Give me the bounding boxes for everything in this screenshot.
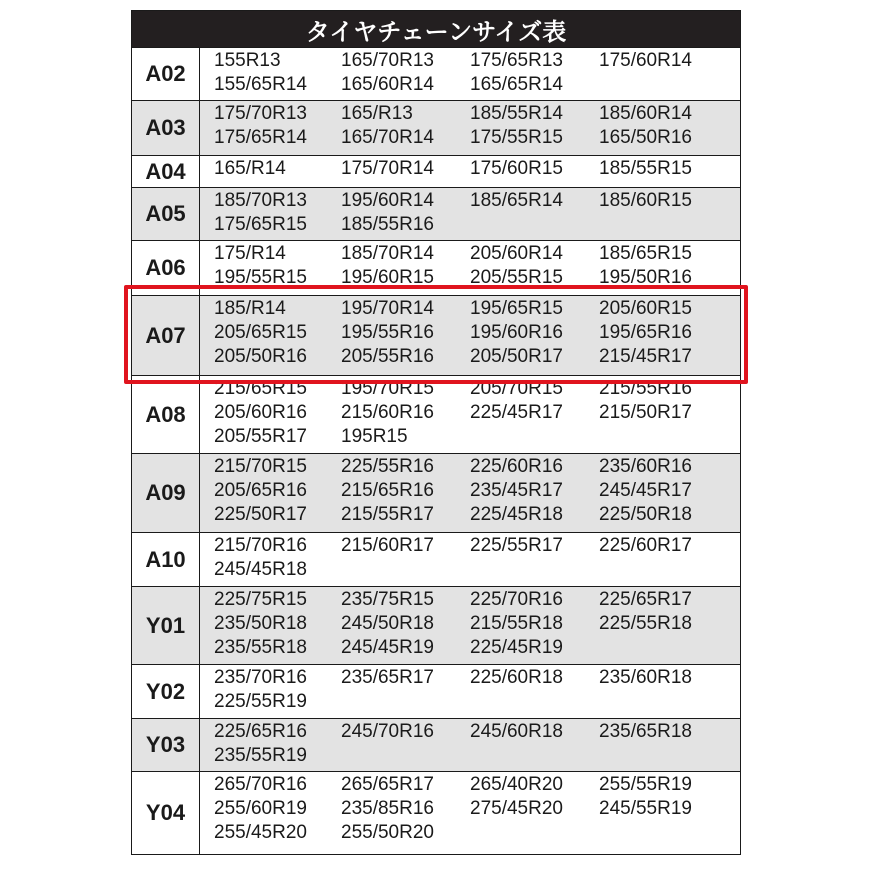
chain-code: Y04: [132, 772, 200, 854]
tire-size: 225/45R18: [470, 504, 563, 525]
tire-size: 175/70R13: [214, 103, 307, 124]
tire-size: 185/70R13: [214, 190, 307, 211]
tire-size: 245/45R18: [214, 559, 307, 580]
tire-size: 225/65R17: [599, 589, 692, 610]
tire-size: 235/45R17: [470, 480, 563, 501]
tire-size: 255/55R19: [599, 774, 692, 795]
tire-size: 195/60R16: [470, 322, 563, 343]
tire-size: 225/75R15: [214, 589, 307, 610]
tire-size: 215/55R16: [599, 378, 692, 399]
tire-size: 215/65R16: [341, 480, 434, 501]
tire-size: 195/55R16: [341, 322, 434, 343]
tire-size: 265/70R16: [214, 774, 307, 795]
tire-size: 185/65R15: [599, 243, 692, 264]
tire-size: 165/60R14: [341, 74, 434, 95]
tire-size-list: [200, 101, 740, 155]
size-row-a03: [132, 100, 740, 155]
chain-code: Y02: [132, 665, 200, 718]
tire-size: 235/50R18: [214, 613, 307, 634]
tire-size: 205/50R16: [214, 346, 307, 367]
tire-size: 255/50R20: [341, 822, 434, 843]
tire-size: 225/70R16: [470, 589, 563, 610]
tire-size: 205/60R16: [214, 402, 307, 423]
tire-size: 225/55R17: [470, 535, 563, 556]
tire-size: 215/60R16: [341, 402, 434, 423]
size-row-a08: [132, 375, 740, 453]
tire-size: 205/65R15: [214, 322, 307, 343]
tire-size: 265/65R17: [341, 774, 434, 795]
tire-size: 215/50R17: [599, 402, 692, 423]
tire-size: 215/70R16: [214, 535, 307, 556]
chain-code: Y01: [132, 587, 200, 664]
tire-size: 175/60R15: [470, 158, 563, 179]
tire-size: 195/65R16: [599, 322, 692, 343]
tire-size: 175/55R15: [470, 127, 563, 148]
tire-size: 185/60R14: [599, 103, 692, 124]
tire-size-list: [200, 665, 740, 718]
tire-size-list: [200, 48, 740, 100]
tire-size: 175/65R13: [470, 50, 563, 71]
size-row-y04: [132, 771, 740, 854]
tire-size: 205/55R16: [341, 346, 434, 367]
chain-code: A06: [132, 241, 200, 295]
tire-size: 265/40R20: [470, 774, 563, 795]
chain-code: Y03: [132, 719, 200, 771]
tire-size: 225/55R18: [599, 613, 692, 634]
tire-size: 225/55R19: [214, 691, 307, 712]
tire-size: 225/45R19: [470, 637, 563, 658]
chain-code: A07: [132, 296, 200, 375]
tire-size: 245/45R19: [341, 637, 434, 658]
tire-size: 185/55R14: [470, 103, 563, 124]
tire-size: 195R15: [341, 426, 408, 447]
tire-size: 165/50R16: [599, 127, 692, 148]
tire-size: 175/65R15: [214, 214, 307, 235]
tire-size: 225/55R16: [341, 456, 434, 477]
tire-size: 205/65R16: [214, 480, 307, 501]
chain-code: A03: [132, 101, 200, 155]
tire-size: 195/65R15: [470, 298, 563, 319]
tire-size: 235/65R17: [341, 667, 434, 688]
tire-size: 155/65R14: [214, 74, 307, 95]
tire-size: 185/60R15: [599, 190, 692, 211]
tire-size: 225/60R16: [470, 456, 563, 477]
tire-size: 195/50R16: [599, 267, 692, 288]
size-row-y02: [132, 664, 740, 718]
chain-code: A04: [132, 156, 200, 187]
tire-size: 225/50R17: [214, 504, 307, 525]
tire-size: 185/55R16: [341, 214, 434, 235]
tire-size: 235/60R18: [599, 667, 692, 688]
tire-size: 185/R14: [214, 298, 286, 319]
tire-size: 175/65R14: [214, 127, 307, 148]
tire-size: 165/70R14: [341, 127, 434, 148]
size-row-y03: [132, 718, 740, 771]
tire-size: 245/70R16: [341, 721, 434, 742]
tire-size-list: [200, 188, 740, 240]
tire-size: 205/55R15: [470, 267, 563, 288]
tire-size: 195/60R14: [341, 190, 434, 211]
tire-size: 225/50R18: [599, 504, 692, 525]
tire-size: 235/70R16: [214, 667, 307, 688]
chain-code: A05: [132, 188, 200, 240]
tire-size-list: [200, 587, 740, 664]
tire-size: 215/55R17: [341, 504, 434, 525]
tire-size: 165/R13: [341, 103, 413, 124]
size-row-a02: [132, 47, 740, 100]
size-row-a05: [132, 187, 740, 240]
tire-size: 215/70R15: [214, 456, 307, 477]
chain-code: A08: [132, 376, 200, 453]
tire-size: 235/55R18: [214, 637, 307, 658]
size-row-a10: [132, 532, 740, 586]
tire-size: 215/45R17: [599, 346, 692, 367]
size-rows: [132, 47, 740, 854]
tire-size: 235/75R15: [341, 589, 434, 610]
tire-size: 215/55R18: [470, 613, 563, 634]
tire-size: 165/70R13: [341, 50, 434, 71]
tire-size: 235/60R16: [599, 456, 692, 477]
chain-code: A09: [132, 454, 200, 532]
tire-size: 205/60R14: [470, 243, 563, 264]
tire-size: 205/55R17: [214, 426, 307, 447]
chart-title: タイヤチェーンサイズ表: [132, 11, 740, 47]
tire-size-list: [200, 454, 740, 532]
tire-size: 225/65R16: [214, 721, 307, 742]
tire-size: 205/70R15: [470, 378, 563, 399]
tire-size: 185/55R15: [599, 158, 692, 179]
tire-size-list: [200, 156, 740, 187]
tire-size: 275/45R20: [470, 798, 563, 819]
tire-size: 205/50R17: [470, 346, 563, 367]
tire-size: 225/45R17: [470, 402, 563, 423]
size-row-a04: [132, 155, 740, 187]
tire-size: 175/60R14: [599, 50, 692, 71]
tire-size-list: [200, 772, 740, 854]
tire-size-list: [200, 533, 740, 586]
size-row-a09: [132, 453, 740, 532]
tire-size: 245/50R18: [341, 613, 434, 634]
chain-code: A10: [132, 533, 200, 586]
tire-size-list: [200, 376, 740, 453]
tire-size: 205/60R15: [599, 298, 692, 319]
tire-size: 195/55R15: [214, 267, 307, 288]
tire-size-list: [200, 719, 740, 771]
tire-size: 185/70R14: [341, 243, 434, 264]
tire-size: 255/45R20: [214, 822, 307, 843]
tire-chain-size-chart: [131, 10, 741, 855]
tire-size: 215/65R15: [214, 378, 307, 399]
tire-size: 165/R14: [214, 158, 286, 179]
tire-size: 235/65R18: [599, 721, 692, 742]
tire-size: 225/60R17: [599, 535, 692, 556]
tire-size: 195/70R15: [341, 378, 434, 399]
tire-size: 185/65R14: [470, 190, 563, 211]
tire-size: 235/85R16: [341, 798, 434, 819]
highlight-frame: [124, 285, 748, 384]
tire-size: 245/45R17: [599, 480, 692, 501]
tire-size: 155R13: [214, 50, 281, 71]
tire-size: 175/70R14: [341, 158, 434, 179]
tire-size: 165/65R14: [470, 74, 563, 95]
chain-code: A02: [132, 48, 200, 100]
tire-size: 235/55R19: [214, 745, 307, 766]
tire-size: 245/55R19: [599, 798, 692, 819]
tire-size: 175/R14: [214, 243, 286, 264]
tire-size: 215/60R17: [341, 535, 434, 556]
tire-size: 195/70R14: [341, 298, 434, 319]
tire-size: 245/60R18: [470, 721, 563, 742]
tire-size: 225/60R18: [470, 667, 563, 688]
tire-size: 255/60R19: [214, 798, 307, 819]
size-row-y01: [132, 586, 740, 664]
tire-size: 195/60R15: [341, 267, 434, 288]
